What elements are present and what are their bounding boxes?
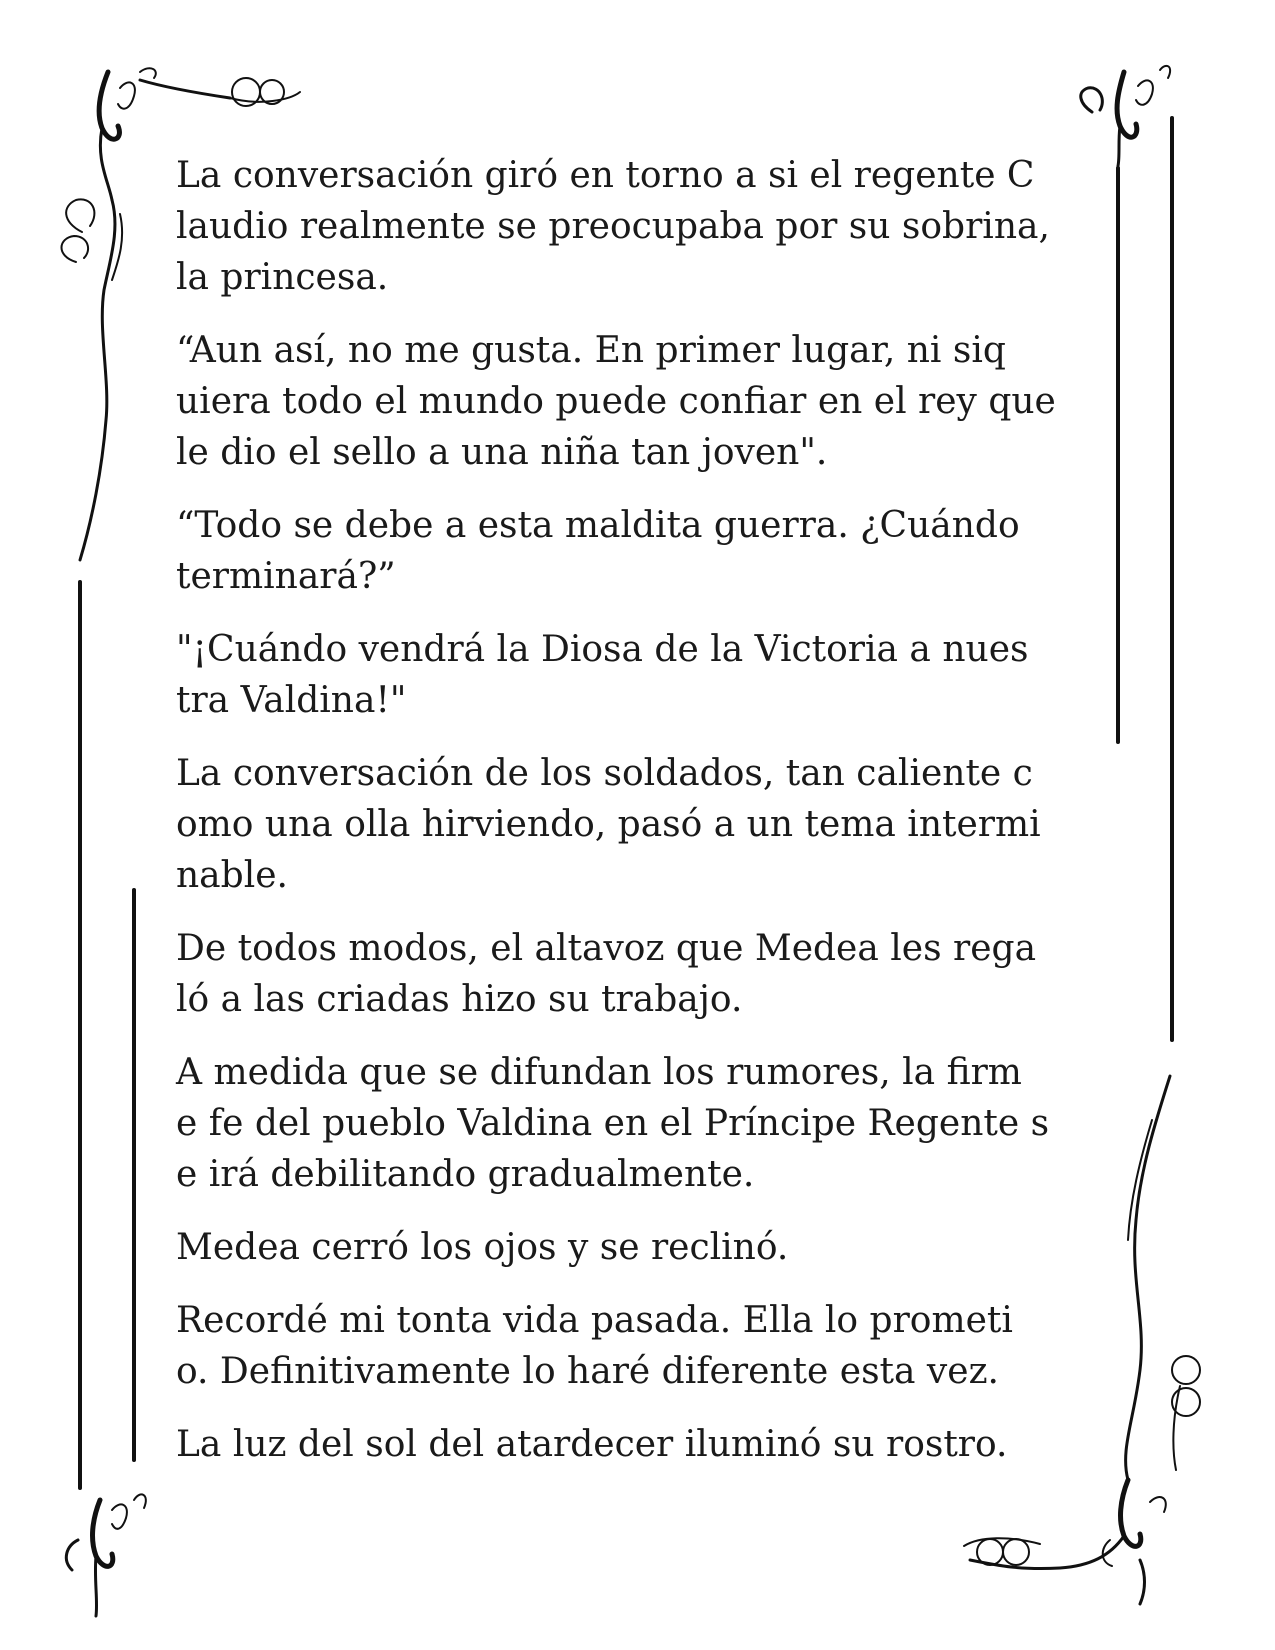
bottom-left-flourish-icon [66, 1494, 146, 1616]
paragraph: De todos modos, el altavoz que Medea les rega ló a las criadas hizo su trabajo. [176, 928, 1037, 1020]
paragraph: "¡Cuándo vendrá la Diosa de la Victoria a nues tra Valdina!" [176, 629, 1029, 721]
paragraph: “Aun así, no me gusta. En primer lugar, ni siq uiera todo el mundo puede confiar en el rey que le dio el sello a una niña tan joven". [176, 330, 1056, 473]
paragraph: Recordé mi tonta vida pasada. Ella lo prometi o. Definitivamente lo haré diferente esta vez. [176, 1300, 1013, 1392]
paragraph: “Todo se debe a esta maldita guerra. ¿Cuándo terminará?” [176, 505, 1020, 597]
top-right-flourish-icon [1081, 66, 1170, 166]
paragraph: La conversación de los soldados, tan caliente c omo una olla hirviendo, pasó a un tema intermi nable. [176, 753, 1041, 896]
paragraph: A medida que se difundan los rumores, la firm e fe del pueblo Valdina en el Príncipe Regente s e irá debilitando gradualmente. [176, 1052, 1050, 1195]
paragraph: La luz del sol del atardecer iluminó su rostro. [176, 1424, 1008, 1465]
paragraph: Medea cerró los ojos y se reclinó. [176, 1227, 789, 1268]
paragraph: La conversación giró en torno a si el regente C laudio realmente se preocupaba por su sobrina, la princesa. [176, 155, 1050, 298]
page-body [176, 150, 1094, 1492]
